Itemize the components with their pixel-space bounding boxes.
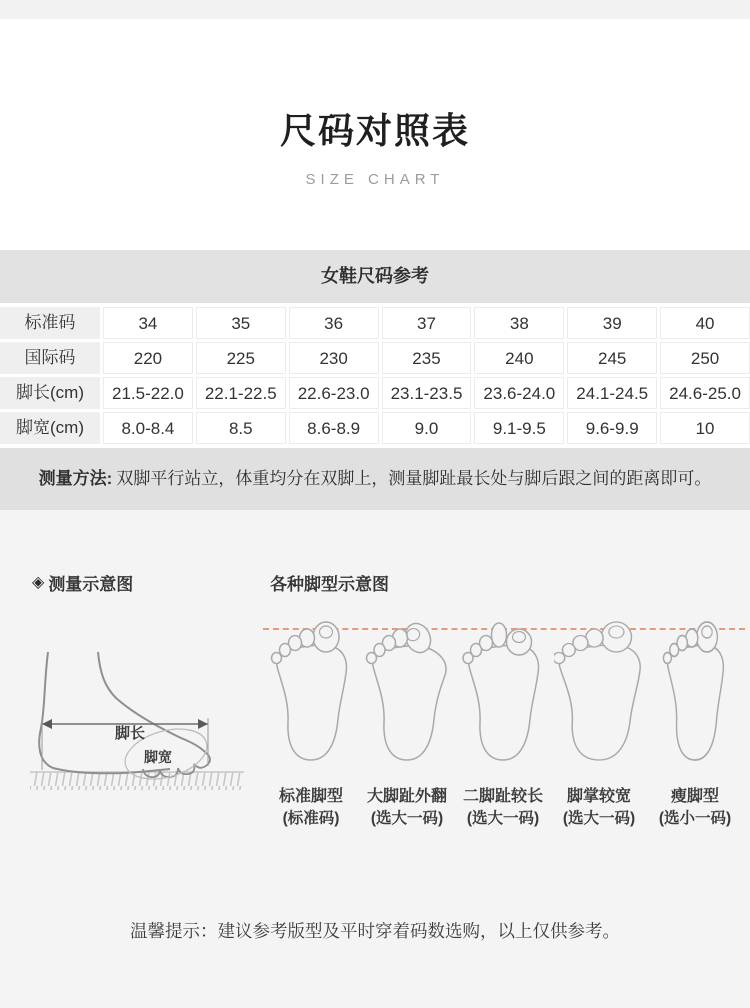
measure-method-label: 测量方法: xyxy=(38,469,113,488)
size-cell: 23.1-23.5 xyxy=(382,377,472,409)
foot-type-name: 瘦脚型 xyxy=(670,788,719,805)
size-cell: 23.6-24.0 xyxy=(474,377,564,409)
size-row-label: 国际码 xyxy=(0,342,100,374)
foot-type-name: 脚掌较宽 xyxy=(566,788,631,805)
foot-type-name: 大脚趾外翻 xyxy=(366,788,447,805)
size-cell: 245 xyxy=(567,342,657,374)
footer-note: 温馨提示：建议参考版型及平时穿着码数选购，以上仅供参考。 xyxy=(130,921,620,941)
foot-type-long-second-toe xyxy=(455,620,551,831)
size-cell: 235 xyxy=(382,342,472,374)
size-cell: 24.1-24.5 xyxy=(567,377,657,409)
page-header xyxy=(0,19,750,250)
page-title: 尺码对照表 xyxy=(279,110,470,151)
measure-diagram-heading xyxy=(32,570,133,595)
size-cell: 36 xyxy=(289,307,379,339)
foot-type-name: 标准脚型 xyxy=(278,788,343,805)
size-cell: 9.0 xyxy=(382,412,472,444)
diagram-section xyxy=(0,510,750,1008)
size-table-caption: 女鞋尺码参考 xyxy=(0,250,750,303)
size-cell: 9.6-9.9 xyxy=(567,412,657,444)
foot-type-note: (标准码) xyxy=(282,810,340,828)
size-cell: 225 xyxy=(196,342,286,374)
foot-type-note: (选小一码) xyxy=(658,810,732,828)
size-cell: 8.6-8.9 xyxy=(289,412,379,444)
size-table-section xyxy=(0,250,750,444)
foot-types-row xyxy=(263,620,745,831)
foot-type-valgus xyxy=(359,620,455,831)
foot-type-note: (选大一码) xyxy=(466,810,540,828)
size-row-label: 标准码 xyxy=(0,307,100,339)
foot-outline-slim-icon xyxy=(650,620,740,770)
foot-side-view-diagram xyxy=(18,606,248,806)
size-cell: 21.5-22.0 xyxy=(103,377,193,409)
size-cell: 40 xyxy=(660,307,750,339)
measure-diagram-heading-text: 测量示意图 xyxy=(48,575,134,594)
size-row-label: 脚宽(cm) xyxy=(0,412,100,444)
size-cell: 39 xyxy=(567,307,657,339)
size-cell: 8.0-8.4 xyxy=(103,412,193,444)
foot-type-slim xyxy=(647,620,743,831)
size-cell: 38 xyxy=(474,307,564,339)
size-cell: 22.1-22.5 xyxy=(196,377,286,409)
foot-outline-valgus-icon xyxy=(362,620,452,770)
diamond-icon: ◈ xyxy=(32,573,45,591)
foot-types-heading-text: 各种脚型示意图 xyxy=(270,575,389,594)
size-cell: 35 xyxy=(196,307,286,339)
foot-outline-wide-icon xyxy=(554,620,644,770)
length-label: 脚长 xyxy=(114,725,146,742)
size-cell: 24.6-25.0 xyxy=(660,377,750,409)
size-cell: 10 xyxy=(660,412,750,444)
ground-hatch xyxy=(30,772,244,790)
foot-outline-standard-icon xyxy=(266,620,356,770)
foot-type-name: 二脚趾较长 xyxy=(462,788,543,805)
size-cell: 9.1-9.5 xyxy=(474,412,564,444)
size-table xyxy=(0,307,750,444)
size-cell: 8.5 xyxy=(196,412,286,444)
foot-type-note: (选大一码) xyxy=(562,810,636,828)
size-cell: 22.6-23.0 xyxy=(289,377,379,409)
foot-type-standard xyxy=(263,620,359,831)
size-cell: 34 xyxy=(103,307,193,339)
size-cell: 220 xyxy=(103,342,193,374)
size-cell: 250 xyxy=(660,342,750,374)
size-cell: 37 xyxy=(382,307,472,339)
measure-method-text: 双脚平行站立，体重均分在双脚上，测量脚趾最长处与脚后跟之间的距离即可。 xyxy=(116,469,712,488)
page-subtitle: SIZE CHART xyxy=(305,171,445,188)
foot-type-wide xyxy=(551,620,647,831)
foot-type-note: (选大一码) xyxy=(370,810,444,828)
measure-method-band xyxy=(0,448,750,510)
width-label: 脚宽 xyxy=(144,749,172,765)
foot-outline-long-second-toe-icon xyxy=(458,620,548,770)
foot-types-heading xyxy=(270,570,389,595)
size-row-label: 脚长(cm) xyxy=(0,377,100,409)
top-band xyxy=(0,0,750,19)
size-cell: 240 xyxy=(474,342,564,374)
size-cell: 230 xyxy=(289,342,379,374)
